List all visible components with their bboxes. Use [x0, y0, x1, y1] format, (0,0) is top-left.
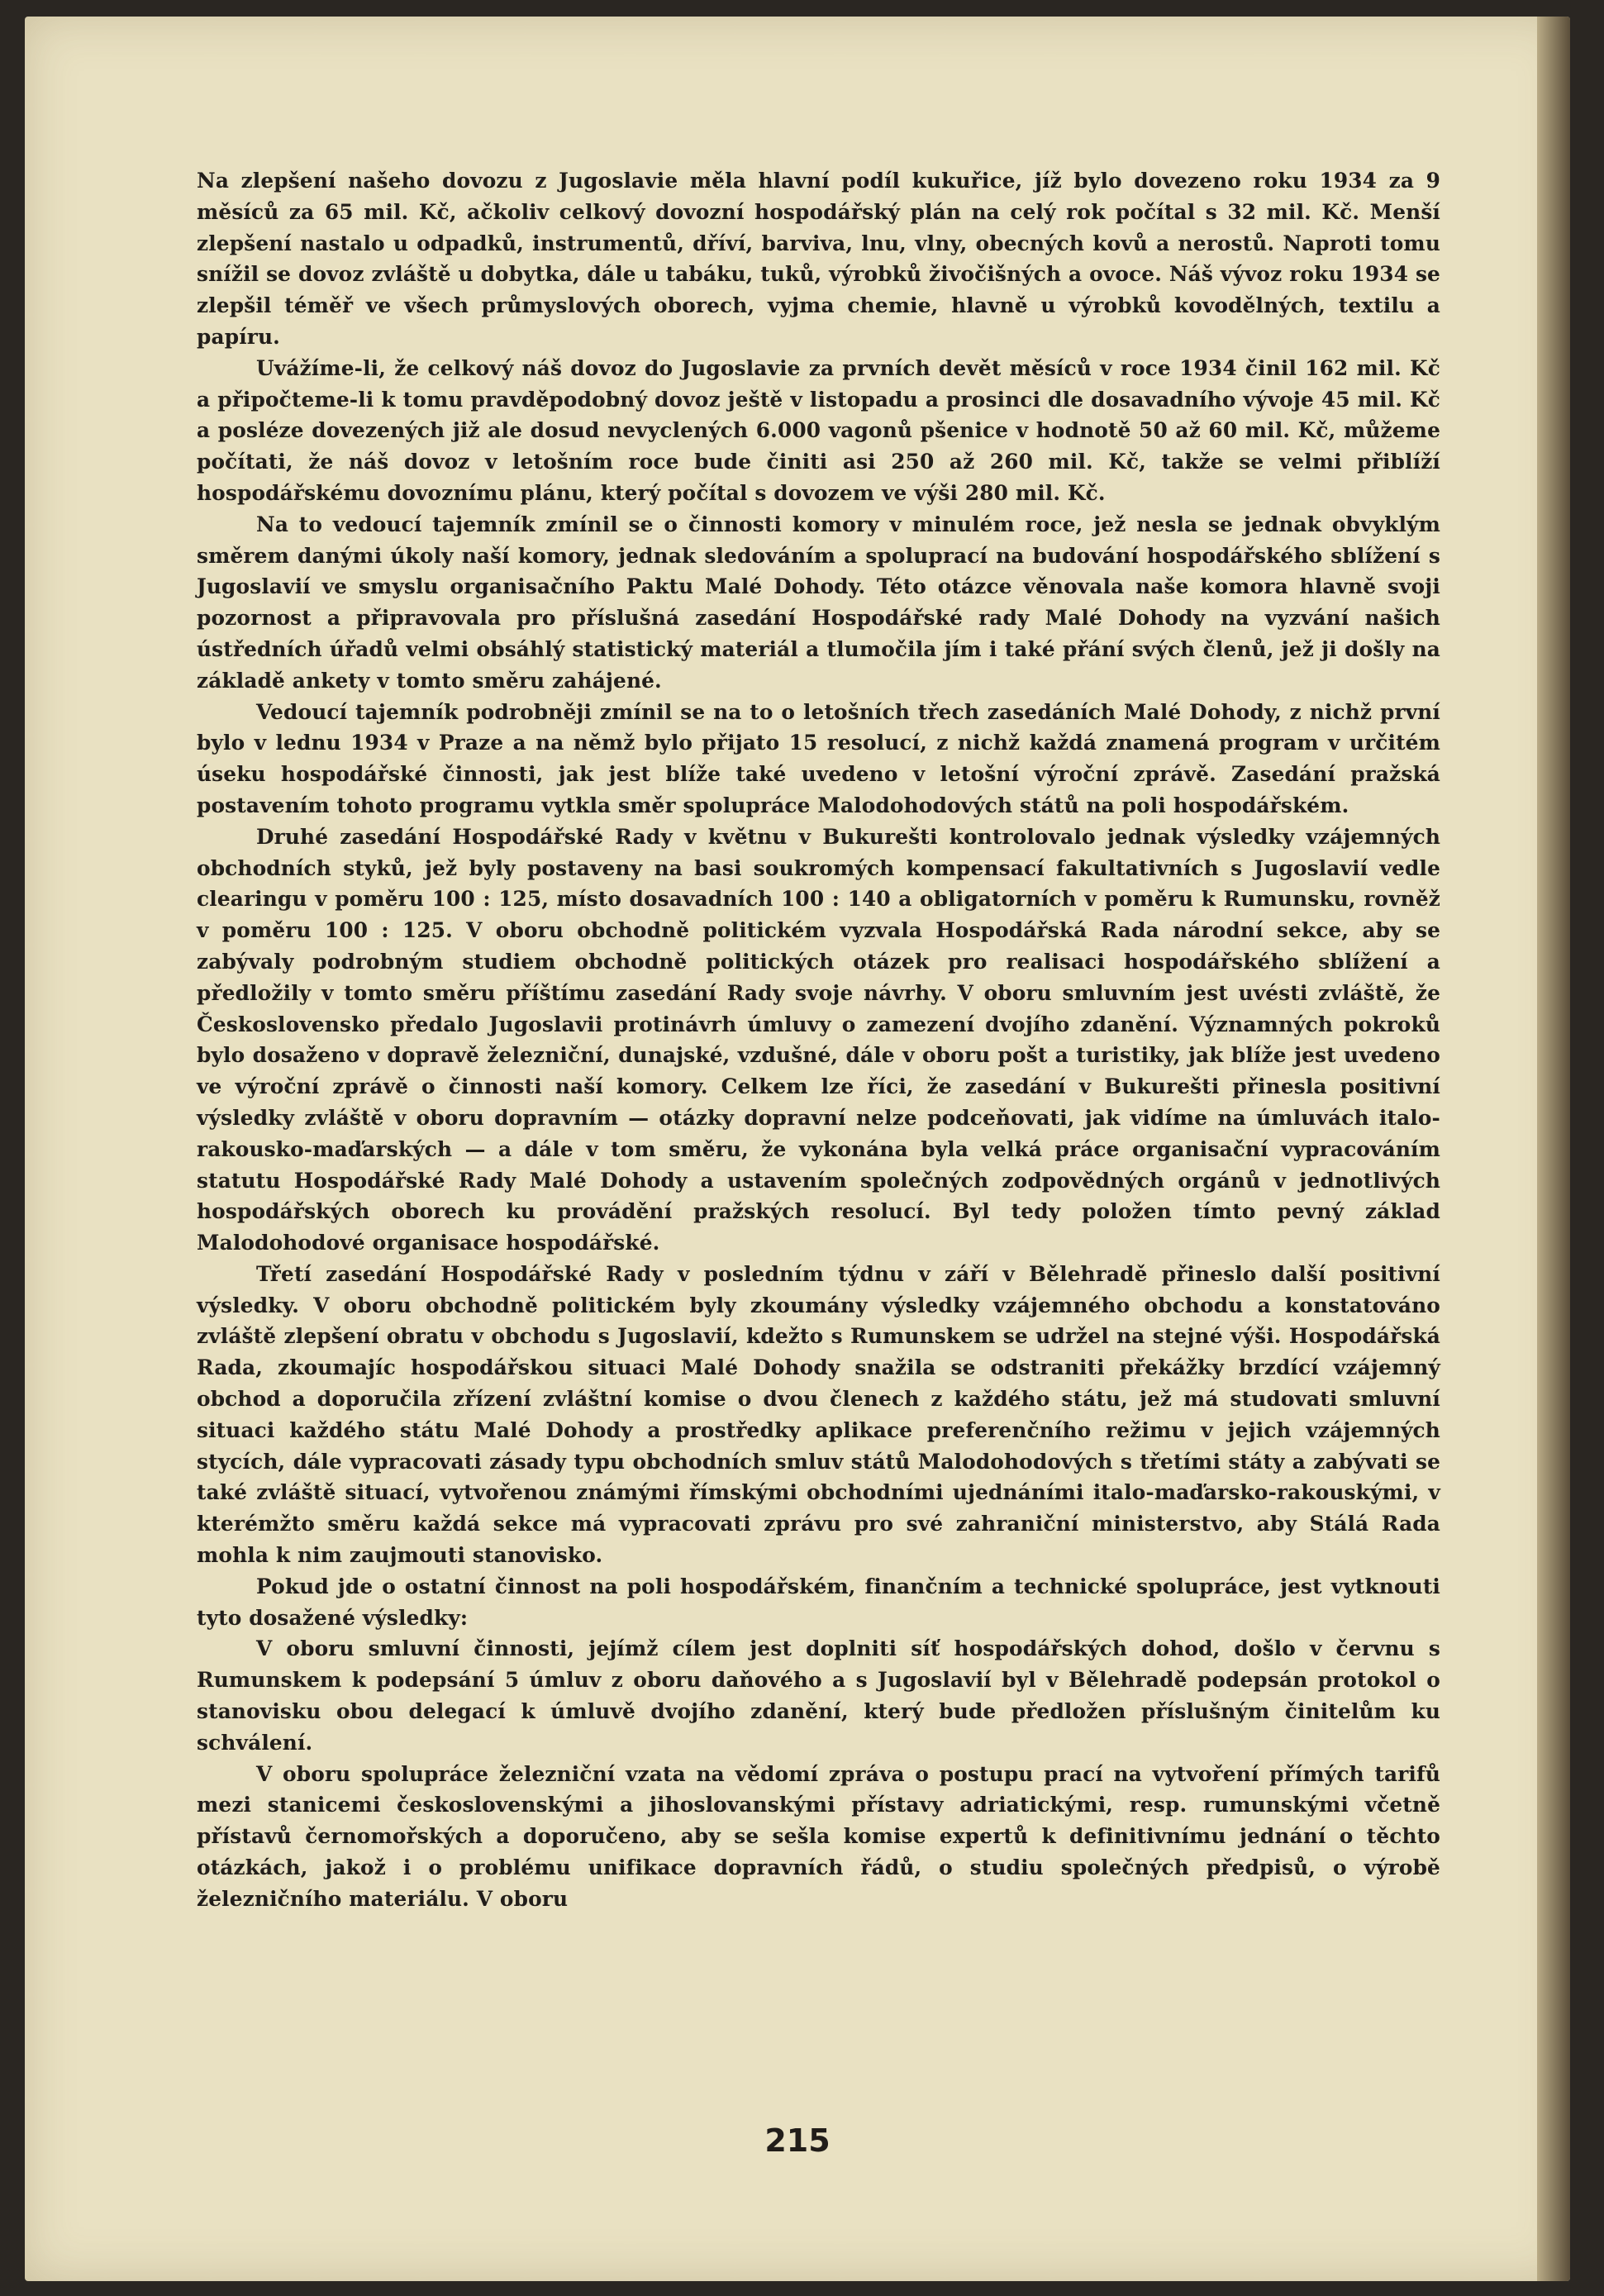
book-page	[25, 17, 1570, 2281]
paragraph: V oboru smluvní činnosti, jejímž cílem jest doplniti síť hospodářských dohod, došlo v červnu s Rumunskem k podepsání 5 úmluv z oboru daňového a s Jugoslavií byl v Bělehradě podepsán protokol o stanovisku obou delegací k úmluvě dvojího zdanění, který bude předložen příslušným činitelům ku schválení.	[197, 1636, 1440, 1755]
paragraph: Uvážíme-li, že celkový náš dovoz do Jugoslavie za prvních devět měsíců v roce 1934 činil 162 mil. Kč a připočteme-li k tomu pravděpodobný dovoz ještě v listopadu a prosinci dle dosavadního vývoje 45 mil. Kč a posléze dovezených již ale dosud nevyclených 6.000 vagonů pšenice v hodnotě 50 až 60 mil. Kč, můžeme počítati, že náš dovoz v letošním roce bude činiti asi 250 až 260 mil. Kč, takže se velmi přiblíží hospodářskému dovoznímu plánu, který počítal s dovozem ve výši 280 mil. Kč.	[197, 355, 1440, 505]
paragraph: V oboru spolupráce železniční vzata na vědomí zpráva o postupu prací na vytvoření přímých tarifů mezi stanicemi československými a jihoslovanskými přístavy adriatickými, resp. rumunskými včetně přístavů černomořských a doporučeno, aby se sešla komise expertů k definitivnímu jednání o těchto otázkách, jakož i o problému unifikace dopravních řádů, o studiu společných předpisů, o výrobě železničního materiálu. V oboru	[197, 1761, 1440, 1911]
paragraph: Na zlepšení našeho dovozu z Jugoslavie měla hlavní podíl kukuřice, jíž bylo dovezeno roku 1934 za 9 měsíců za 65 mil. Kč, ačkoliv celkový dovozní hospodářský plán na celý rok počítal s 32 mil. Kč. Menší zlepšení nastalo u odpadků, instrumentů, dříví, barviva, lnu, vlny, obecných kovů a nerostů. Naproti tomu snížil se dovoz zvláště u dobytka, dále u tabáku, tuků, výrobků živočišných a ovoce. Náš vývoz roku 1934 se zlepšil téměř ve všech průmyslových oborech, vyjma chemie, hlavně u výrobků kovodělných, textilu a papíru.	[197, 169, 1440, 349]
paragraph: Vedoucí tajemník podrobněji zmínil se na to o letošních třech zasedáních Malé Dohody, z nichž první bylo v lednu 1934 v Praze a na němž bylo přijato 15 resolucí, z nichž každá znamená program v určitém úseku hospodářské činnosti, jak jest blíže také uvedeno v letošní výroční zprávě. Zasedání pražská postavením tohoto programu vytkla směr spolupráce Malodohodových států na poli hospodářském.	[197, 699, 1440, 817]
body-text	[197, 165, 1440, 1915]
paragraph: Třetí zasedání Hospodářské Rady v posledním týdnu v září v Bělehradě přineslo další positivní výsledky. V oboru obchodně politickém byly zkoumány výsledky vzájemného obchodu a konstatováno zvláště zlepšení obratu v obchodu s Jugoslavií, kdežto s Rumunskem se udržel na stejné výši. Hospodářská Rada, zkoumajíc hospodářskou situaci Malé Dohody snažila se odstraniti překážky brzdící vzájemný obchod a doporučila zřízení zvláštní komise o dvou členech z každého státu, jež má studovati smluvní situaci každého státu Malé Dohody a prostředky aplikace preferenčního režimu v jejich vzájemných stycích, dále vypracovati zásady typu obchodních smluv států Malodohodových s třetími státy a zabývati se také zvláště situací, vytvořenou známými římskými obchodními ujednáními italo-maďarsko-rakouskými, v kterémžto směru každá sekce má vypracovati zprávu pro své zahraniční ministerstvo, aby Stálá Rada mohla k nim zaujmouti stanovisko.	[197, 1261, 1440, 1568]
page-binding-edge	[1537, 17, 1570, 2281]
paragraph: Druhé zasedání Hospodářské Rady v květnu v Bukurešti kontrolovalo jednak výsledky vzájemných obchodních styků, jež byly postaveny na basi soukromých kompensací fakultativních s Jugoslavií vedle clearingu v poměru 100 : 125, místo dosavadních 100 : 140 a obligatorních v poměru k Rumunsku, rovněž v poměru 100 : 125. V oboru obchodně politickém vyzvala Hospodářská Rada národní sekce, aby se zabývaly podrobným studiem obchodně politických otázek pro realisaci hospodářského sblížení a předložily v tomto směru příštímu zasedání Rady svoje návrhy. V oboru smluvním jest uvésti zvláště, že Československo předalo Jugoslavii protinávrh úmluvy o zamezení dvojího zdanění. Významných pokroků bylo dosaženo v dopravě železniční, dunajské, vzdušné, dále v oboru pošt a turistiky, jak blíže jest uvedeno ve výroční zprávě o činnosti naší komory. Celkem lze říci, že zasedání v Bukurešti přinesla positivní výsledky zvláště v oboru dopravním — otázky dopravní nelze podceňovati, jak vidíme na úmluvách italo-rakousko-maďarských — a dále v tom směru, že vykonána byla velká práce organisační vypracováním statutu Hospodářské Rady Malé Dohody a ustavením společných zodpovědných orgánů v jednotlivých hospodářských oborech ku provádění pražských resolucí. Byl tedy položen tímto pevný základ Malodohodové organisace hospodářské.	[197, 824, 1440, 1255]
paragraph: Na to vedoucí tajemník zmínil se o činnosti komory v minulém roce, jež nesla se jednak obvyklým směrem danými úkoly naší komory, jednak sledováním a spoluprací na budování hospodářského sblížení s Jugoslavií ve smyslu organisačního Paktu Malé Dohody. Této otázce věnovala naše komora hlavně svoji pozornost a připravovala pro příslušná zasedání Hospodářské rady Malé Dohody na vyzvání našich ústředních úřadů velmi obsáhlý statistický materiál a tlumočila jím i také přání svých členů, jež ji došly na základě ankety v tomto směru zahájené.	[197, 512, 1440, 693]
paragraph: Pokud jde o ostatní činnost na poli hospodářském, finančním a technické spolupráce, jest vytknouti tyto dosažené výsledky:	[197, 1574, 1440, 1630]
page-number: 215	[764, 2122, 831, 2159]
